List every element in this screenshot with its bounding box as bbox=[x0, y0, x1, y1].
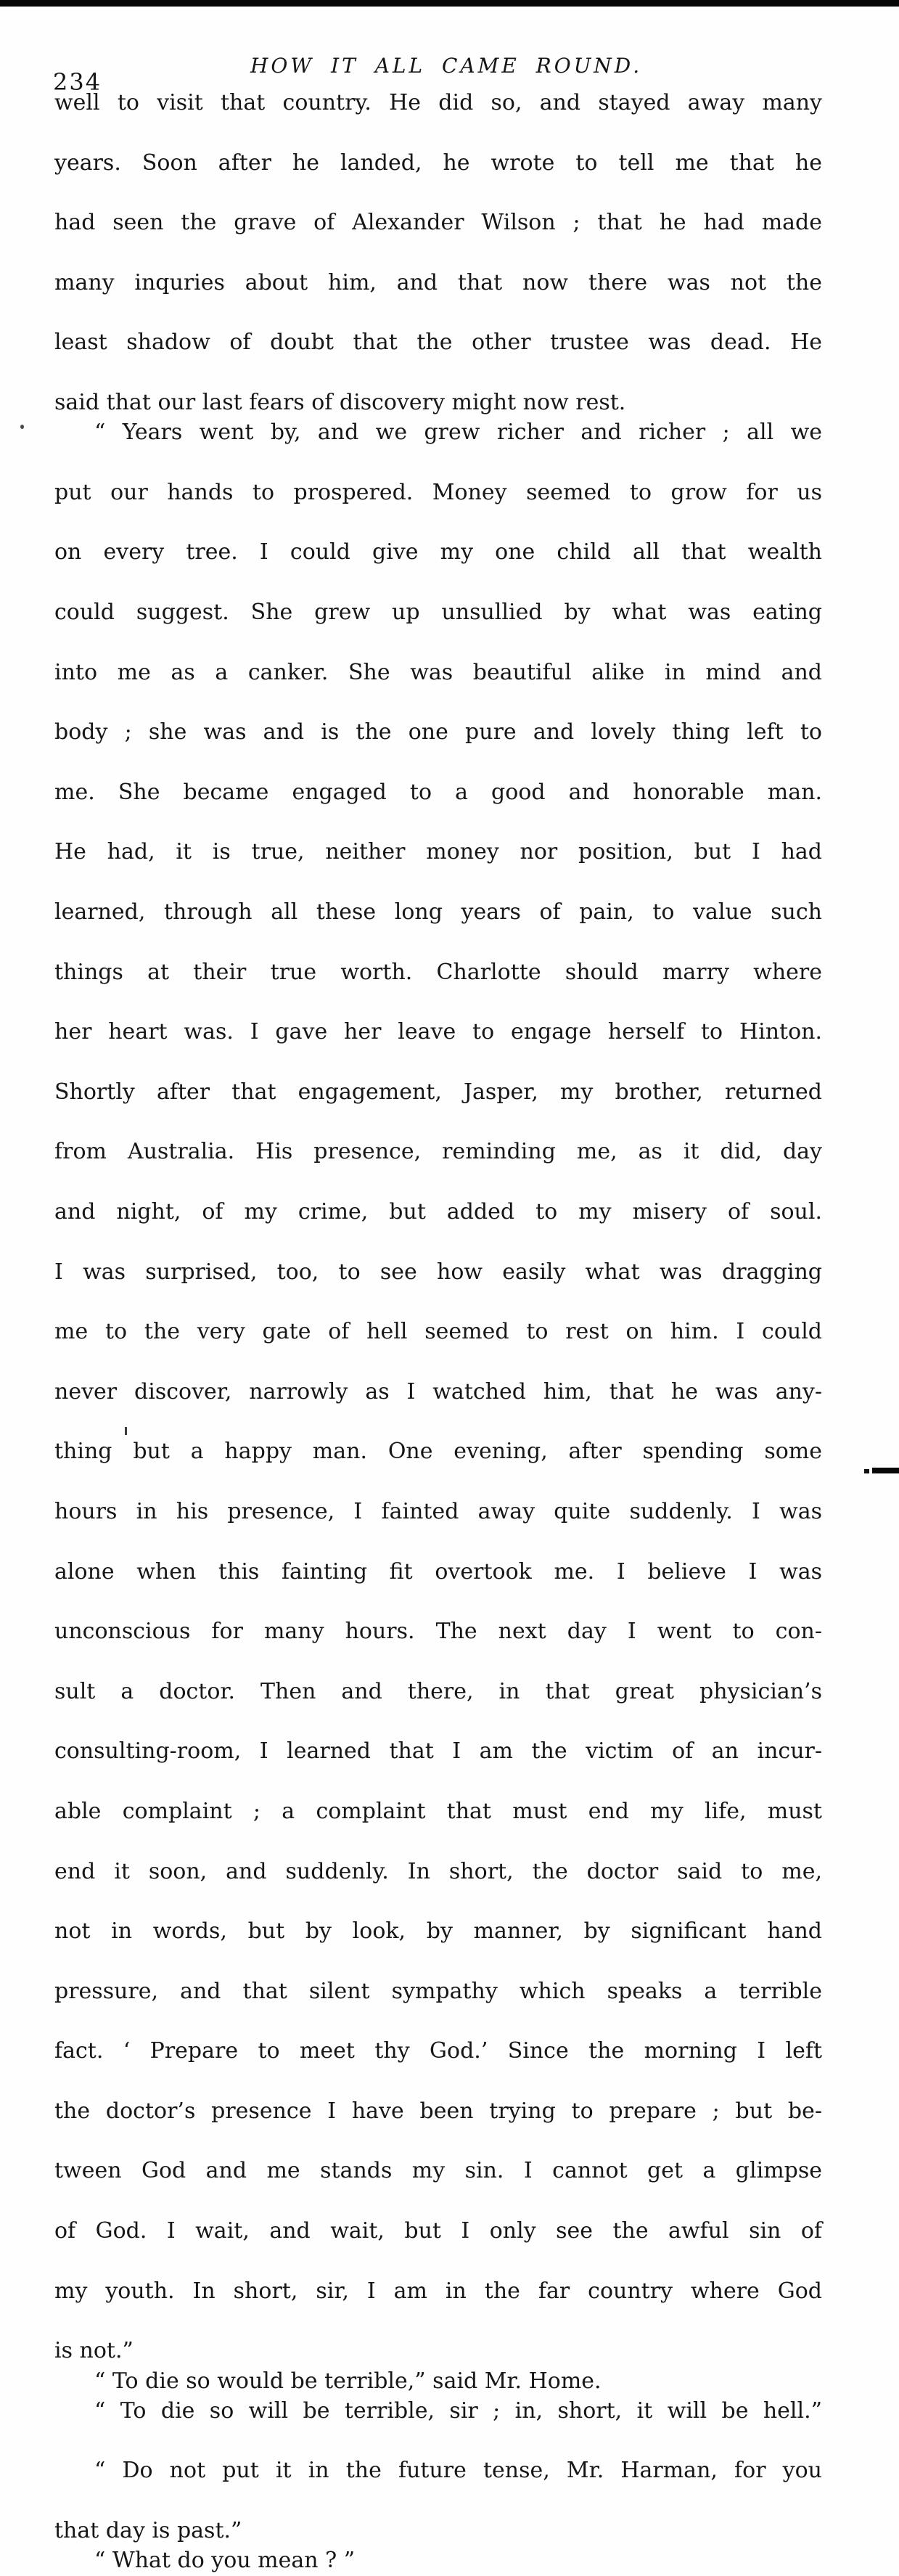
text-line: unconscious for many hours. The next day I went to con- bbox=[54, 1619, 822, 1645]
text-line: “ Years went by, and we grew richer and richer ; all we bbox=[94, 420, 822, 446]
text-line: thing but a happy man. One evening, after spending some bbox=[54, 1439, 822, 1465]
text-line: on every tree. I could give my one child all that wealth bbox=[54, 539, 822, 565]
text-line: Shortly after that engagement, Jasper, my brother, returned bbox=[54, 1079, 822, 1105]
text-line: me to the very gate of hell seemed to rest on him. I could bbox=[54, 1319, 822, 1345]
scan-edge-artifact-top bbox=[0, 0, 899, 7]
text-line: pressure, and that silent sympathy which speaks a terrible bbox=[54, 1978, 822, 2004]
text-line: and night, of my crime, but added to my misery of soul. bbox=[54, 1198, 822, 1224]
text-line: “ What do you mean ? ” bbox=[94, 2548, 356, 2574]
text-line: learned, through all these long years of pain, to value such bbox=[54, 899, 822, 925]
text-line: end it soon, and suddenly. In short, the doctor said to me, bbox=[54, 1858, 822, 1884]
running-header: HOW IT ALL CAME ROUND. bbox=[250, 54, 643, 78]
text-line: never discover, narrowly as I watched him, that he was any- bbox=[54, 1378, 822, 1404]
text-line: could suggest. She grew up unsullied by what was eating bbox=[54, 600, 822, 626]
text-block bbox=[54, 88, 822, 2576]
text-line: alone when this fainting fit overtook me. I believe I was bbox=[54, 1558, 822, 1585]
text-line: least shadow of doubt that the other trustee was dead. He bbox=[54, 330, 822, 356]
text-line: body ; she was and is the one pure and lovely thing left to bbox=[54, 719, 822, 745]
text-line: years. Soon after he landed, he wrote to tell me that he bbox=[54, 150, 822, 176]
text-line: things at their true worth. Charlotte should marry where bbox=[54, 959, 822, 985]
scan-speck-bottom bbox=[125, 1427, 127, 1435]
text-line: able complaint ; a complaint that must end my life, must bbox=[54, 1798, 822, 1824]
text-line: well to visit that country. He did so, and stayed away many bbox=[54, 90, 822, 115]
text-line: my youth. In short, sir, I am in the far country where God bbox=[54, 2278, 822, 2304]
text-line: said that our last fears of discovery might now rest. bbox=[54, 389, 626, 415]
text-line: into me as a canker. She was beautiful alike in mind and bbox=[54, 659, 822, 685]
text-line: that day is past.” bbox=[54, 2518, 242, 2544]
text-line: fact. ‘ Prepare to meet thy God.’ Since the morning I left bbox=[54, 2038, 822, 2064]
scan-artifact-bottom-right bbox=[872, 1468, 899, 1473]
text-line: He had, it is true, neither money nor position, but I had bbox=[54, 839, 822, 865]
page-number: 234 bbox=[53, 68, 102, 96]
text-line: me. She became engaged to a good and honorable man. bbox=[54, 779, 822, 805]
text-line: “ Do not put it in the future tense, Mr. Harman, for you bbox=[94, 2458, 822, 2484]
text-line: is not.” bbox=[54, 2338, 134, 2364]
text-line: tween God and me stands my sin. I cannot get a glimpse bbox=[54, 2158, 822, 2184]
text-line: hours in his presence, I fainted away quite suddenly. I was bbox=[54, 1498, 822, 1524]
scan-artifact-bottom-right-notch bbox=[864, 1469, 869, 1473]
text-line: put our hands to prospered. Money seemed to grow for us bbox=[54, 479, 822, 505]
scan-speck-left-margin bbox=[20, 425, 24, 429]
text-line: had seen the grave of Alexander Wilson ; that he had made bbox=[54, 210, 822, 236]
text-line: from Australia. His presence, reminding me, as it did, day bbox=[54, 1139, 822, 1165]
text-line: the doctor’s presence I have been trying to prepare ; but be- bbox=[54, 2098, 822, 2124]
text-line: sult a doctor. Then and there, in that great physician’s bbox=[54, 1678, 822, 1704]
text-line: “ To die so will be terrible, sir ; in, short, it will be hell.” bbox=[94, 2397, 822, 2424]
text-line: of God. I wait, and wait, but I only see the awful sin of bbox=[54, 2218, 822, 2244]
text-line: many inquries about him, and that now there was not the bbox=[54, 269, 822, 295]
text-line: I was surprised, too, to see how easily what was dragging bbox=[54, 1259, 822, 1285]
text-line: her heart was. I gave her leave to engage herself to Hinton. bbox=[54, 1019, 822, 1045]
text-line: “ To die so would be terrible,” said Mr. Home. bbox=[94, 2368, 602, 2394]
text-line: consulting-room, I learned that I am the victim of an incur- bbox=[54, 1738, 822, 1765]
text-line: not in words, but by look, by manner, by significant hand bbox=[54, 1918, 822, 1945]
